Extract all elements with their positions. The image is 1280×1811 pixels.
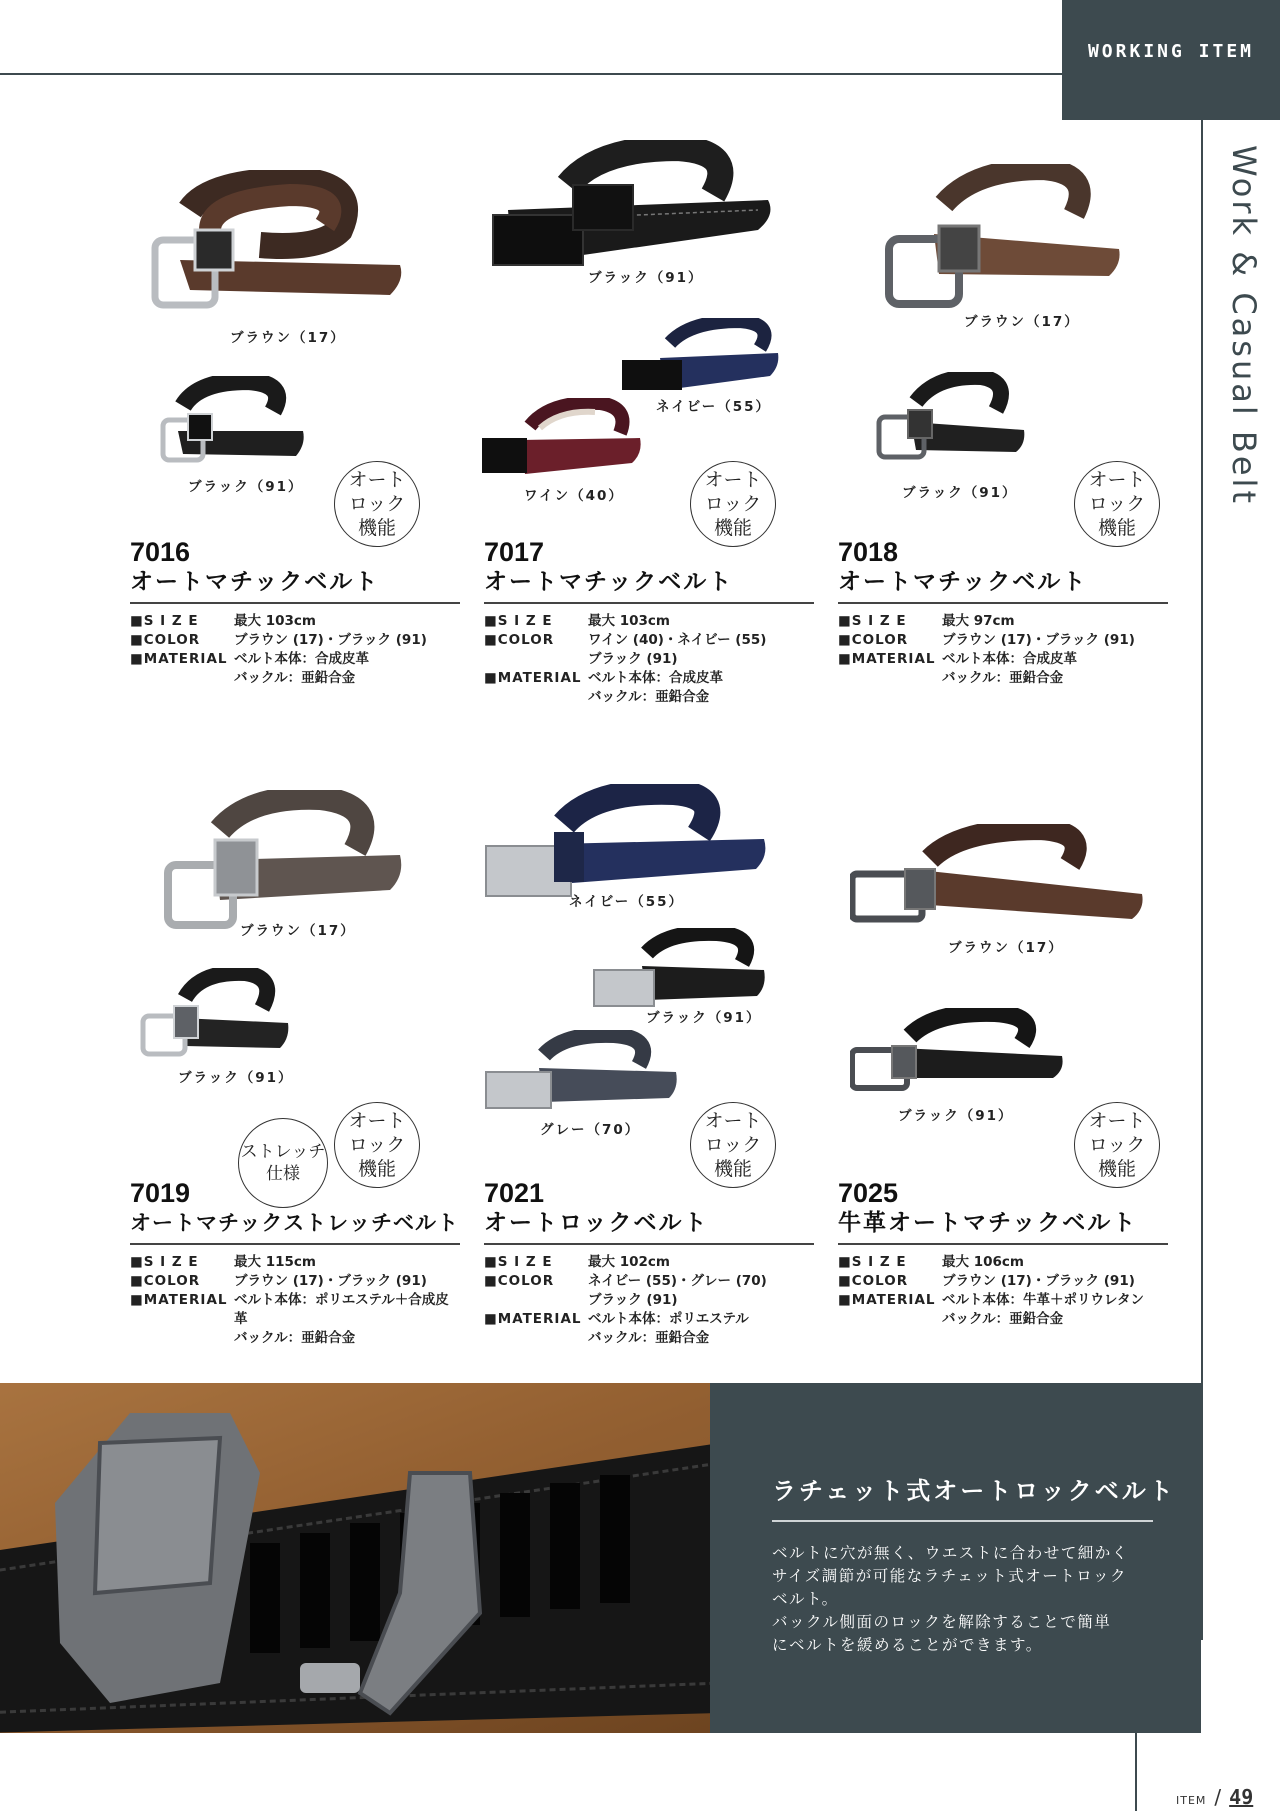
autolock-badge: オート ロック 機能 [334,1102,420,1188]
belt-image-7021-grey [484,1030,679,1110]
variant-label: ブラック（91） [902,485,1018,501]
ratchet-buckle-photo [0,1383,710,1733]
feature-title: ラチェット式オートロックベルト [772,1471,1153,1522]
belt-image-7017-black [488,140,778,270]
variant-label: ネイビー（55） [569,894,684,910]
section-title: WORKING ITEM [1087,41,1255,62]
variant-label: ワイン（40） [524,488,624,504]
belt-image-7021-black [592,928,767,1008]
product-number: 7017 [484,537,545,567]
side-title: Work & Casual Belt [1225,145,1263,506]
header-rule [0,73,1062,75]
autolock-badge: オート ロック 機能 [690,1102,776,1188]
belt-image-7019-black [140,968,290,1060]
page-footer [1176,1785,1253,1809]
footer-slash: / [1214,1785,1222,1809]
feature-panel [710,1383,1201,1733]
autolock-badge: オート ロック 機能 [690,461,776,547]
product-specs: ■S I Z E 最大 103cm ■COLOR ワイン (40)・ネイビー (55) ブラック (91) ■MATERIAL ベルト本体：合成皮革 バックル：亜鉛合金 [484,613,767,705]
product-specs: ■S I Z E 最大 106cm ■COLOR ブラウン (17)・ブラック (91) ■MATERIAL ベルト本体：牛革＋ポリウレタン バックル：亜鉛合金 [838,1254,1144,1327]
variant-label: ブラウン（17） [230,330,346,346]
footer-label: ITEM [1176,1794,1207,1807]
belt-image-7017-wine [480,398,645,478]
variant-label: ブラック（91） [188,479,304,495]
variant-label: ブラック（91） [646,1010,762,1026]
belt-image-7025-black [850,1008,1065,1093]
belt-image-7018-black [876,372,1026,462]
feature-description: ベルトに穴が無く、ウエストに合わせて細かく サイズ調節が可能なラチェット式オートロック ベルト。 バックル側面のロックを解除することで簡単 にベルトを緩めることができます。 [772,1544,1129,1654]
autolock-badge: オート ロック 機能 [1074,461,1160,547]
variant-label: ブラウン（17） [948,940,1064,956]
belt-image-7021-navy [484,784,769,904]
product-number: 7025 [838,1178,899,1208]
page-number: 49 [1229,1785,1254,1809]
variant-label: グレー（70） [540,1122,641,1138]
product-7019 [130,1178,460,1348]
autolock-badge: オート ロック 機能 [1074,1102,1160,1188]
autolock-badge: オート ロック 機能 [334,461,420,547]
belt-image-7018-brown [884,164,1124,314]
product-name: オートマチックベルト [484,567,814,604]
product-number: 7019 [130,1178,191,1208]
product-specs: ■S I Z E 最大 102cm ■COLOR ネイビー (55)・グレー (70) ブラック (91) ■MATERIAL ベルト本体：ポリエステル バックル：亜鉛合金 [484,1254,767,1346]
variant-label: ブラック（91） [588,270,704,286]
product-7021 [484,1178,814,1348]
product-specs: ■S I Z E 最大 97cm ■COLOR ブラウン (17)・ブラック (91) ■MATERIAL ベルト本体：合成皮革 バックル：亜鉛合金 [838,613,1135,686]
product-7017 [484,537,814,707]
belt-image-7025-brown [850,824,1145,934]
variant-label: ブラック（91） [898,1108,1014,1124]
product-specs: ■S I Z E 最大 103cm ■COLOR ブラウン (17)・ブラック (91) ■MATERIAL ベルト本体：合成皮革 バックル：亜鉛合金 [130,613,427,686]
product-specs: ■S I Z E 最大 115cm ■COLOR ブラウン (17)・ブラック (91) ■MATERIAL ベルト本体：ポリエステル＋合成皮革 バックル：亜鉛合金 [130,1254,449,1346]
footer-rule [1135,1733,1137,1811]
stretch-badge: ストレッチ 仕様 [238,1118,328,1208]
belt-image-7019-brown [160,790,410,940]
variant-label: ブラウン（17） [964,314,1080,330]
belt-image-7016-brown [150,170,410,330]
product-7016 [130,537,460,688]
product-name: 牛革オートマチックベルト [838,1208,1168,1245]
variant-label: ブラウン（17） [240,923,356,939]
section-tab [1062,0,1280,120]
product-number: 7018 [838,537,899,567]
variant-label: ブラック（91） [178,1070,294,1086]
product-7025 [838,1178,1168,1329]
product-name: オートマチックベルト [838,567,1168,604]
side-rule [1201,120,1203,1640]
belt-image-7016-black [158,376,308,466]
product-name: オートロックベルト [484,1208,814,1245]
product-number: 7021 [484,1178,545,1208]
belt-image-7017-navy [620,318,780,393]
product-name: オートマチックベルト [130,567,460,604]
product-name: オートマチックストレッチベルト [130,1208,460,1245]
product-7018 [838,537,1168,688]
variant-label: ネイビー（55） [656,399,771,415]
product-number: 7016 [130,537,191,567]
